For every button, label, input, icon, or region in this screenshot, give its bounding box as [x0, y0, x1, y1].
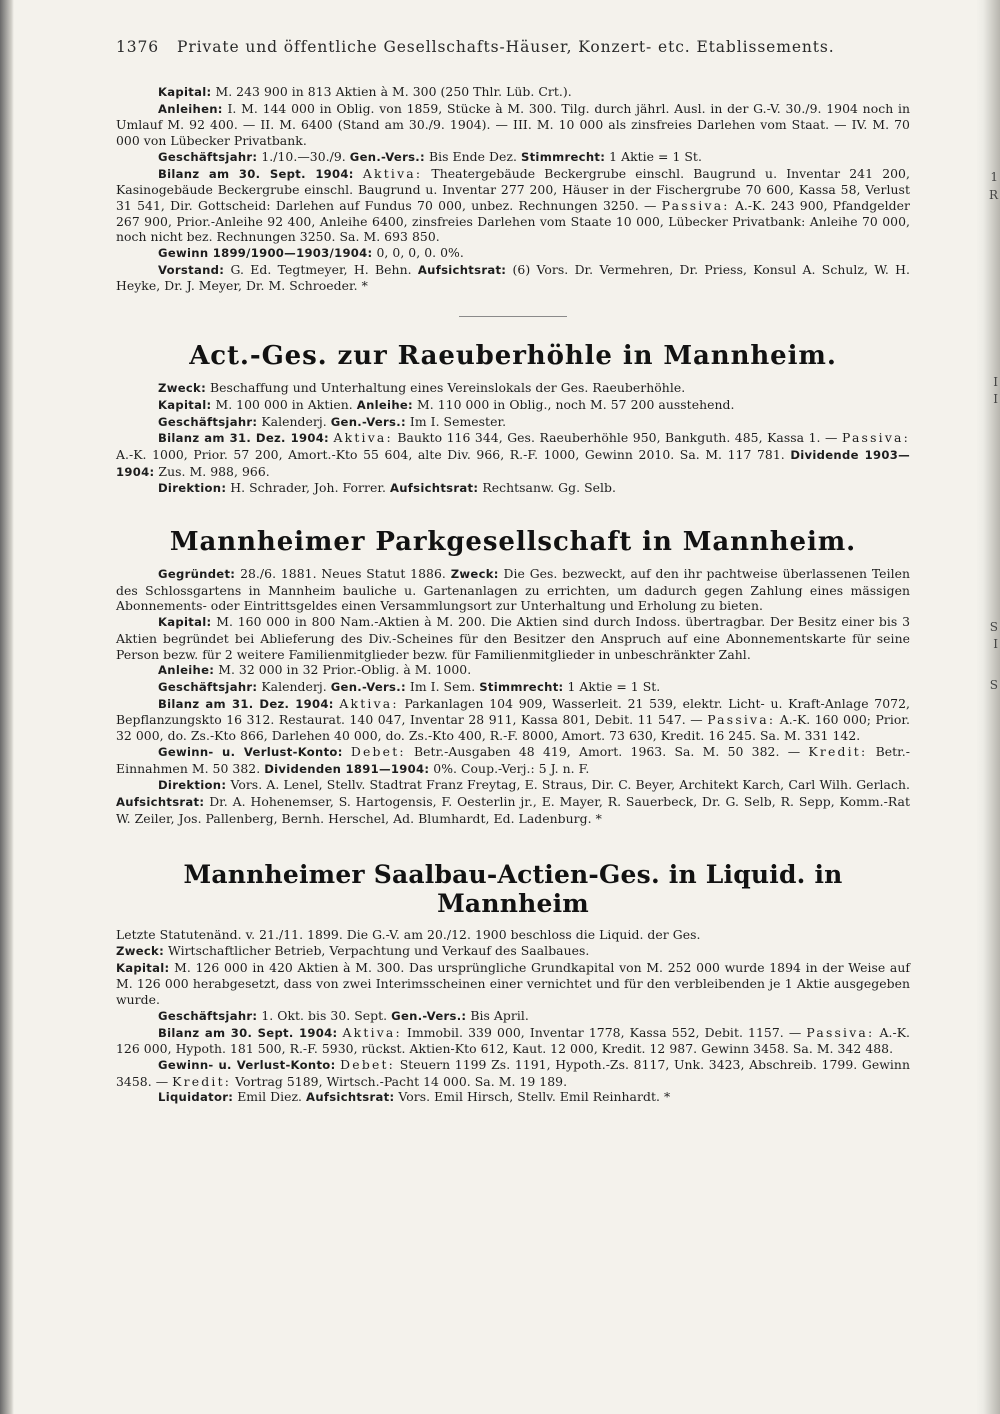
spacer [116, 826, 910, 860]
separator-rule [459, 316, 567, 317]
paragraph-guv: Gewinn- u. Verlust-Konto: Debet: Betr.-Ausgaben 48 419, Amort. 1963. Sa. M. 50 382. — Kredit: Betr.-Einnahmen M. 50 382. Dividenden 1891—1904: 0%. Coup.-Verj.: 5 J. n. F. [116, 743, 910, 776]
paragraph-direktion: Direktion: H. Schrader, Joh. Forrer. Aufsichtsrat: Rechtsanw. Gg. Selb. [158, 480, 616, 496]
paragraph-guv: Gewinn- u. Verlust-Konto: Debet: Steuern 1199 Zs. 1191, Hypoth.-Zs. 8117, Unk. 3423, Abschreib. 1799. Gewinn 3458. — Kredit: Vortrag 5189, Wirtsch.-Pacht 14 000. Sa. M. 19 189. [116, 1056, 910, 1089]
edge-glyph: 1 [990, 170, 998, 184]
edge-glyph: I [993, 392, 998, 406]
edge-glyph: S [989, 620, 998, 634]
page-number: 1376 [116, 38, 160, 56]
spacer [116, 497, 910, 527]
entry-raeuberhoehle [116, 341, 910, 497]
page-body [116, 38, 910, 1106]
paragraph-intro: Letzte Statutenänd. v. 21./11. 1899. Die G.-V. am 20./12. 1900 beschloss die Liquid. der Ges. [116, 927, 701, 943]
paragraph-gegruendet: Gegründet: 28./6. 1881. Neues Statut 1886. Zweck: Die Ges. bezweckt, auf den ihr pachtweise überlassenen Teilen des Schlossgartens in Mannheim bauliche u. Gartenanlagen zu errichten, um dadurch gegen Zahlung eines mässigen Abonnements- oder Eintrittsgeldes einen Versammlungsort zur Unterhaltung und Erholung zu bieten. [116, 566, 911, 614]
entry-title: Act.-Ges. zur Raeuberhöhle in Mannheim. [189, 341, 837, 372]
paragraph-liquidator: Liquidator: Emil Diez. Aufsichtsrat: Vors. Emil Hirsch, Stellv. Emil Reinhardt. * [158, 1089, 671, 1105]
paragraph-bilanz: Bilanz am 31. Dez. 1904: Aktiva: Parkanlagen 104 909, Wasserleit. 21 539, elektr. Licht- u. Kraft-Anlage 7072, Bepflanzungskto 16 312. Restaurat. 140 047, Inventar 28 911, Kassa 801, Debit. 11 547. — Passiva: A.-K. 160 000; Prior. 32 000, do. Zs.-Kto 866, Darlehen 40 000, do. Zs.-Kto 400, R.-F. 8000, Amort. 73 630, Kredit. 16 245. Sa. M. 331 142. [116, 695, 911, 744]
paragraph-kapital: Kapital: M. 160 000 in 800 Nam.-Aktien à M. 200. Die Aktien sind durch Indoss. übertragbar. Der Besitz einer bis 3 Aktien begründet bei Ablieferung des Div.-Scheines für den Besitzer den Anspruch auf eine Abonnementskarte für seine Person bezw. für 2 weitere Familienmitglieder bezw. für Familienmitglieder in unbeschränkter Zahl. [116, 614, 910, 662]
paragraph-bilanz: Bilanz am 30. Sept. 1904: Aktiva: Immobil. 339 000, Inventar 1778, Kassa 552, Debit. 1157. — Passiva: A.-K. 126 000, Hypoth. 181 500, R.-F. 5930, rückst. Aktien-Kto 612, Kaut. 12 000, Kredit. 12 987. Gewinn 3458. Sa. M. 342 488. [116, 1024, 911, 1057]
paragraph-kapital: Kapital: M. 243 900 in 813 Aktien à M. 300 (250 Thlr. Lüb. Crt.). [158, 84, 572, 99]
paragraph-geschaeftsjahr: Geschäftsjahr: Kalenderj. Gen.-Vers.: Im I. Semester. [158, 413, 507, 429]
entry-parkgesellschaft [116, 527, 910, 826]
paragraph-direktion: Direktion: Vors. A. Lenel, Stellv. Stadtrat Franz Freytag, E. Straus, Dir. C. Beyer, Architekt Karch, Carl Wilh. Gerlach. Aufsichtsrat: Dr. A. Hohenemser, S. Hartogensis, F. Oesterlin jr., E. Mayer, R. Sauerbeck, Dr. G. Selb, R. Sepp, Komm.-Rat W. Zeiler, Jos. Pallenberg, Bernh. Herschel, Ad. Blumhardt, Ed. Ladenburg. * [116, 777, 910, 826]
paragraph-geschaeftsjahr: Geschäftsjahr: 1. Okt. bis 30. Sept. Gen.-Vers.: Bis April. [158, 1007, 529, 1023]
paragraph-gewinn: Gewinn 1899/1900—1903/1904: 0, 0, 0, 0. 0%. [158, 245, 464, 261]
edge-glyph: I [993, 375, 998, 389]
running-title: Private und öffentliche Gesellschafts-Häuser, Konzert- etc. Etablissements. [177, 38, 835, 56]
paragraph-geschaeftsjahr: Geschäftsjahr: 1./10.—30./9. Gen.-Vers.: Bis Ende Dez. Stimmrecht: 1 Aktie = 1 St. [158, 148, 702, 164]
paragraph-geschaeftsjahr: Geschäftsjahr: Kalenderj. Gen.-Vers.: Im I. Sem. Stimmrecht: 1 Aktie = 1 St. [158, 678, 661, 694]
edge-glyph: I [993, 637, 998, 651]
paragraph-bilanz: Bilanz am 31. Dez. 1904: Aktiva: Baukto 116 344, Ges. Raeuberhöhle 950, Bankguth. 485, Kassa 1. — Passiva: A.-K. 1000, Prior. 57 200, Amort.-Kto 55 604, alte Div. 966, R.-F. 1000, Gewinn 2010. Sa. M. 117 781. Dividende 1903—1904: Zus. M. 988, 966. [116, 430, 911, 479]
running-header [116, 38, 910, 56]
paragraph-kapital: Kapital: M. 100 000 in Aktien. Anleihe: M. 110 000 in Oblig., noch M. 57 200 ausstehend. [158, 396, 735, 412]
edge-glyph: S [989, 678, 998, 692]
edge-glyph: R [988, 188, 998, 202]
paragraph-zweck: Zweck: Beschaffung und Unterhaltung eines Vereinslokals der Ges. Raeuberhöhle. [158, 380, 686, 396]
paragraph-kapital: Kapital: M. 126 000 in 420 Aktien à M. 300. Das ursprüngliche Grundkapital von M. 252 000 wurde 1894 in der Weise auf M. 126 000 herabgesetzt, dass von zwei Interimsscheinen einer vernichtet und für den verbleibenden je 1 Aktie ausgegeben wurde. [116, 959, 910, 1008]
entry-luebeck-theater [116, 84, 910, 294]
paragraph-anleihen: Anleihen: I. M. 144 000 in Oblig. von 1859, Stücke à M. 300. Tilg. durch jährl. Ausl. in der G.-V. 30./9. 1904 noch in Umlauf M. 92 400. — II. M. 6400 (Stand am 30./9. 1904). — III. M. 10 000 als zinsfreies Darlehen vom Staat. — IV. M. 70 000 von Lübecker Privatbank. [116, 100, 910, 149]
paragraph-vorstand: Vorstand: G. Ed. Tegtmeyer, H. Behn. Aufsichtsrat: (6) Vors. Dr. Vermehren, Dr. Priess, Konsul A. Schulz, W. H. Heyke, Dr. J. Meyer, Dr. M. Schroeder. * [116, 261, 910, 294]
entry-saalbau [116, 860, 910, 1106]
next-page-edge [976, 0, 1000, 1414]
paragraph-zweck: Zweck: Wirtschaftlicher Betrieb, Verpachtung und Verkauf des Saalbaues. [116, 943, 590, 959]
paragraph-bilanz: Bilanz am 30. Sept. 1904: Aktiva: Theatergebäude Beckergrube einschl. Baugrund u. Inventar 241 200, Kasinogebäude Beckergrube einschl. Baugrund u. Inventar 277 200, Häuser in der Fischergrube 70 600, Kassa 58, Verlust 31 541, Dir. Gottscheid: Darlehen auf Fundus 70 000, unbez. Rechnungen 3250. — Passiva: A.-K. 243 900, Pfandgelder 267 900, Prior.-Anleihe 92 400, Anleihe 6400, zinsfreies Darlehen vom Staate 10 000, Lübecker Privatbank: Anleihe 70 000, noch nicht bez. Rechnungen 3250. Sa. M. 693 850. [116, 165, 910, 245]
entry-title: Mannheimer Parkgesellschaft in Mannheim. [169, 527, 857, 558]
paragraph-anleihe: Anleihe: M. 32 000 in 32 Prior.-Oblig. à M. 1000. [158, 662, 472, 678]
book-binding-shadow [0, 0, 14, 1414]
entry-title: Mannheimer Saalbau-Actien-Ges. in Liquid. in Mannheim [183, 860, 843, 919]
